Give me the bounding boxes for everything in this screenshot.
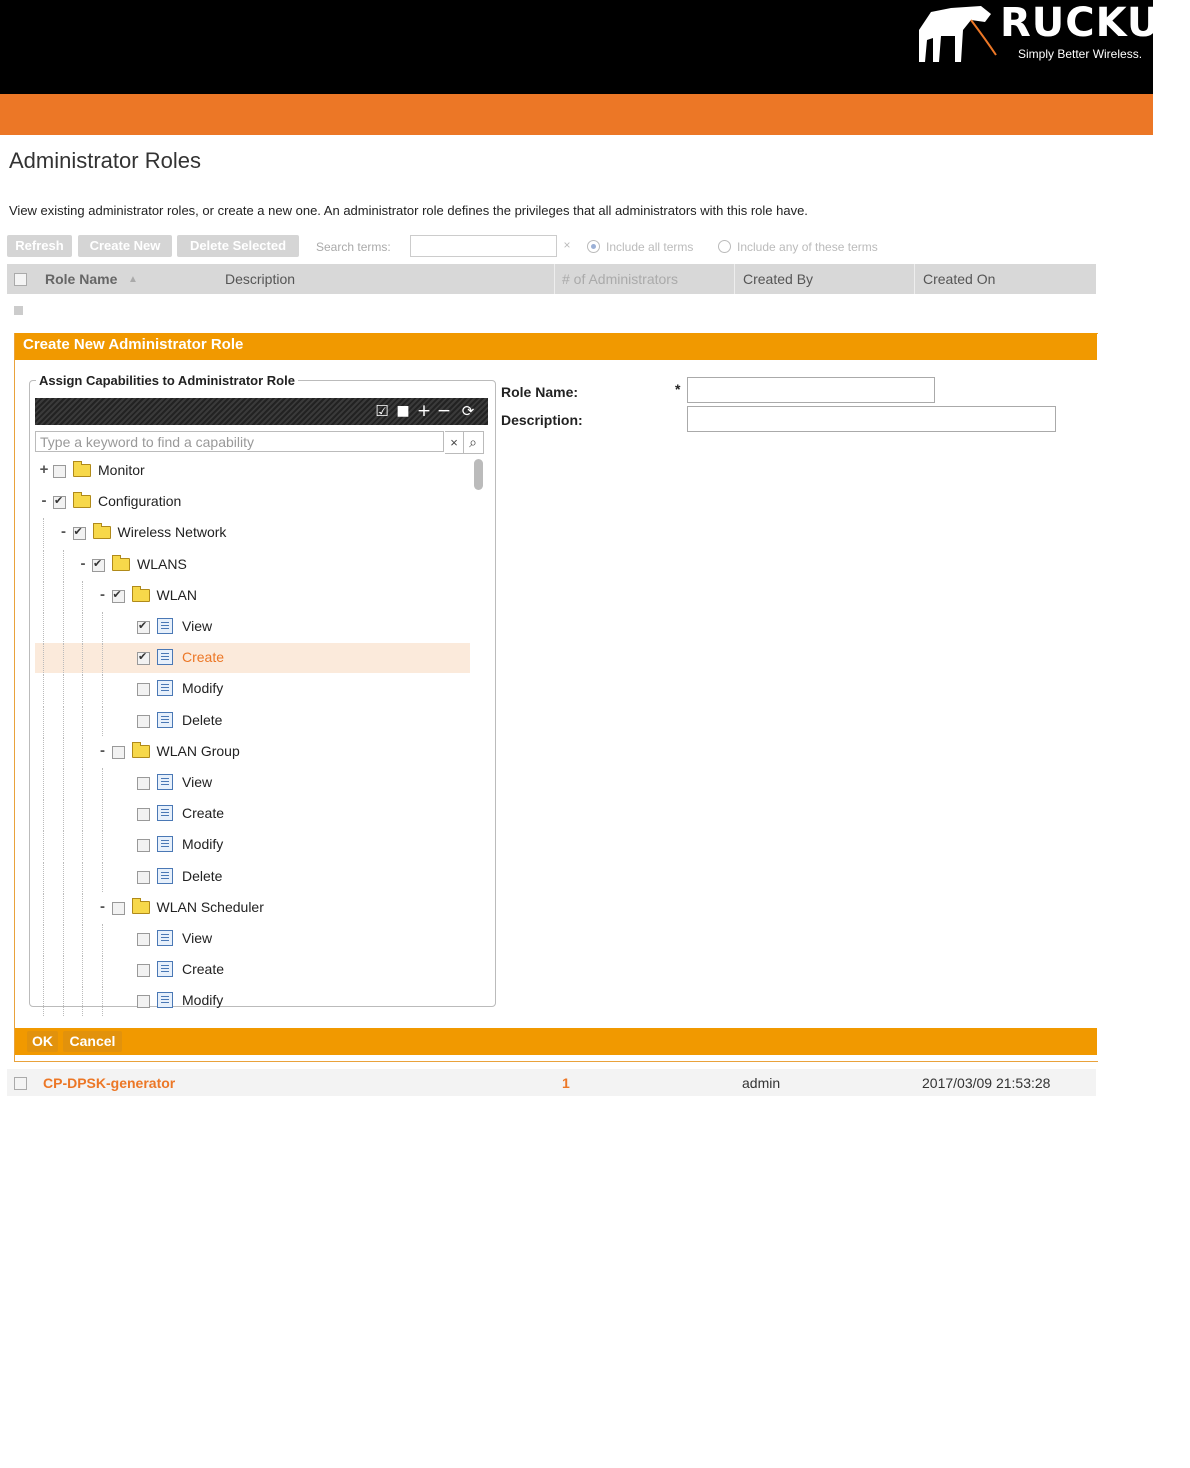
tree-guide-line (102, 706, 103, 736)
tree-node[interactable] (35, 924, 470, 954)
tree-guide-line (82, 581, 83, 611)
tree-node-label[interactable]: Create (182, 805, 225, 822)
role-name-input[interactable] (687, 377, 935, 403)
document-icon (157, 805, 173, 821)
created-on-cell: 2017/03/09 21:53:28 (922, 1075, 1051, 1091)
document-icon (157, 680, 173, 696)
column-description[interactable]: Description (225, 271, 296, 287)
column-divider (734, 264, 735, 294)
ruckus-logo (893, 0, 1190, 94)
create-role-panel-title: Create New Administrator Role (23, 336, 244, 353)
tree-node[interactable] (35, 581, 470, 611)
uncheck-all-icon[interactable]: ■ (396, 403, 410, 419)
tree-guide-line (63, 768, 64, 798)
tree-guide-line (63, 955, 64, 985)
delete-selected-button[interactable]: Delete Selected (177, 235, 299, 257)
collapse-icon[interactable]: - (61, 523, 66, 541)
tree-guide-line (43, 986, 44, 1016)
expand-all-icon[interactable]: + (416, 401, 432, 421)
brand-tagline: Simply Better Wireless. (1018, 47, 1143, 61)
dog-logo-icon (911, 0, 1001, 70)
select-all-checkbox[interactable] (14, 273, 27, 286)
capability-checkbox[interactable] (112, 902, 125, 915)
tree-guide-line (63, 862, 64, 892)
tree-node[interactable] (35, 487, 470, 517)
include-all-terms-radio[interactable] (587, 240, 600, 253)
folder-icon (93, 526, 111, 539)
document-icon (157, 774, 173, 790)
tree-node[interactable] (35, 862, 470, 892)
tree-node-label[interactable]: WLAN (156, 586, 197, 603)
tree-node[interactable] (35, 955, 470, 985)
tree-guide-line (82, 612, 83, 642)
capability-checkbox[interactable] (53, 496, 66, 509)
tree-guide-line (82, 862, 83, 892)
tree-guide-line (82, 643, 83, 673)
capability-checkbox[interactable] (137, 839, 150, 852)
tree-guide-line (43, 830, 44, 860)
document-icon (157, 868, 173, 884)
tree-node[interactable] (35, 456, 470, 486)
tree-guide-line (43, 893, 44, 923)
tree-guide-line (43, 643, 44, 673)
tree-node[interactable] (35, 986, 470, 1016)
document-icon (157, 836, 173, 852)
tree-guide-line (82, 799, 83, 829)
capability-checkbox[interactable] (73, 527, 86, 540)
collapse-all-icon[interactable]: − (436, 401, 452, 421)
folder-icon (132, 589, 150, 602)
tree-guide-line (82, 737, 83, 767)
tree-node-label[interactable]: Monitor (98, 462, 145, 478)
capability-checkbox[interactable] (137, 964, 150, 977)
column-role-name[interactable]: Role Name (45, 271, 118, 287)
check-all-icon[interactable]: ☑ (375, 402, 389, 420)
tree-guide-line (102, 674, 103, 704)
sort-ascending-icon[interactable]: ▲ (128, 274, 138, 285)
capability-checkbox[interactable] (137, 683, 150, 696)
document-icon (157, 992, 173, 1008)
include-all-terms-label: Include all terms (606, 240, 694, 254)
row-checkbox[interactable] (14, 1077, 27, 1090)
tree-node-label[interactable]: Delete (182, 711, 223, 728)
capability-checkbox[interactable] (137, 808, 150, 821)
tree-guide-line (43, 674, 44, 704)
tree-guide-line (102, 768, 103, 798)
tree-guide-line (43, 955, 44, 985)
capability-checkbox[interactable] (112, 590, 125, 603)
capability-checkbox[interactable] (112, 746, 125, 759)
tree-guide-line (82, 768, 83, 798)
capability-checkbox[interactable] (137, 777, 150, 790)
tree-guide-line (63, 581, 64, 611)
tree-guide-line (82, 674, 83, 704)
tree-node[interactable] (35, 830, 470, 860)
tree-node[interactable] (35, 799, 470, 829)
tree-guide-line (102, 830, 103, 860)
tree-guide-line (43, 612, 44, 642)
tree-node-label[interactable]: WLAN Group (156, 742, 240, 759)
expand-icon[interactable]: + (39, 461, 49, 478)
panel-footer (15, 1028, 1097, 1055)
column-divider (914, 264, 915, 294)
tree-node[interactable] (35, 674, 470, 704)
tree-guide-line (63, 986, 64, 1016)
column-admin-count[interactable]: # of Administrators (562, 271, 678, 287)
folder-icon (132, 901, 150, 914)
folder-icon (73, 495, 91, 508)
tree-guide-line (82, 830, 83, 860)
capability-tree (35, 456, 487, 1009)
include-any-terms-label: Include any of these terms (737, 240, 878, 254)
tree-node-label[interactable]: View (182, 930, 213, 946)
tree-guide-line (63, 612, 64, 642)
role-name-label: Role Name: (501, 384, 579, 400)
tree-node-label[interactable]: Configuration (98, 493, 182, 510)
tree-guide-line (82, 706, 83, 736)
description-input[interactable] (687, 406, 1056, 432)
tree-guide-line (82, 986, 83, 1016)
page-description: View existing administrator roles, or create a new one. An administrator role defines the privileges that all administrators with this role have. (9, 203, 808, 218)
tree-guide-line (63, 674, 64, 704)
tree-node-label[interactable]: Create (182, 961, 225, 978)
tree-node-label[interactable]: Delete (182, 867, 223, 884)
ok-button[interactable]: OK (27, 1031, 58, 1052)
tree-guide-line (63, 893, 64, 923)
tree-node-label[interactable]: Modify (182, 836, 224, 853)
tree-guide-line (43, 518, 44, 548)
tree-node[interactable] (35, 643, 470, 673)
page-title: Administrator Roles (9, 148, 201, 173)
create-new-button[interactable]: Create New (78, 235, 172, 257)
new-row-checkbox[interactable] (14, 306, 23, 315)
required-marker: * (675, 381, 681, 397)
tree-guide-line (102, 612, 103, 642)
tree-node-label[interactable]: View (182, 774, 213, 790)
tree-guide-line (102, 862, 103, 892)
collapse-icon[interactable]: - (100, 741, 105, 759)
admin-count-cell[interactable]: 1 (562, 1075, 570, 1091)
search-terms-input[interactable] (410, 235, 557, 257)
document-icon (157, 930, 173, 946)
tree-guide-line (43, 550, 44, 580)
tree-node[interactable] (35, 893, 470, 923)
include-any-terms-radio[interactable] (718, 240, 731, 253)
capability-checkbox[interactable] (137, 621, 150, 634)
orange-nav-bar (0, 94, 1153, 135)
capabilities-legend: Assign Capabilities to Administrator Role (36, 373, 298, 388)
tree-guide-line (102, 643, 103, 673)
capability-checkbox[interactable] (137, 871, 150, 884)
tree-guide-line (102, 955, 103, 985)
collapse-icon[interactable]: - (41, 492, 47, 510)
tree-node[interactable] (35, 737, 470, 767)
capability-checkbox[interactable] (92, 559, 105, 572)
search-terms-label: Search terms: (316, 240, 391, 254)
tree-node[interactable] (35, 550, 470, 580)
tree-guide-line (63, 830, 64, 860)
tree-node-label[interactable]: Modify (182, 680, 224, 697)
tree-guide-line (82, 924, 83, 954)
filter-clear-icon[interactable]: × (445, 431, 464, 454)
tree-guide-line (43, 799, 44, 829)
tree-guide-line (82, 893, 83, 923)
collapse-icon[interactable]: - (100, 897, 105, 915)
tree-guide-line (63, 799, 64, 829)
tree-node-label[interactable]: WLANS (137, 555, 187, 572)
document-icon (157, 649, 173, 665)
tree-guide-line (43, 924, 44, 954)
tree-scrollbar[interactable] (474, 459, 483, 490)
tree-node[interactable] (35, 518, 470, 548)
tree-guide-line (102, 986, 103, 1016)
tree-node[interactable] (35, 706, 470, 736)
capability-checkbox[interactable] (137, 715, 150, 728)
tree-node[interactable] (35, 768, 470, 798)
capability-filter-input[interactable]: Type a keyword to find a capability (35, 431, 444, 452)
capability-checkbox[interactable] (137, 933, 150, 946)
folder-icon (112, 558, 130, 571)
refresh-icon[interactable]: ⟳ (461, 402, 475, 420)
collapse-icon[interactable]: - (100, 585, 105, 603)
search-clear-icon[interactable]: × (563, 238, 571, 252)
capability-checkbox[interactable] (137, 995, 150, 1008)
tree-node-label[interactable]: WLAN Scheduler (156, 898, 264, 915)
tree-node-label[interactable]: Modify (182, 992, 224, 1009)
description-label: Description: (501, 412, 583, 428)
document-icon (157, 712, 173, 728)
capability-checkbox[interactable] (137, 652, 150, 665)
tree-guide-line (102, 799, 103, 829)
tree-node-label[interactable]: Wireless Network (117, 524, 227, 541)
tree-guide-line (63, 737, 64, 767)
tree-node[interactable] (35, 612, 470, 642)
folder-icon (132, 745, 150, 758)
tree-guide-line (82, 955, 83, 985)
created-by-cell: admin (742, 1075, 781, 1091)
tree-guide-line (63, 924, 64, 954)
tree-guide-line (43, 768, 44, 798)
tree-guide-line (43, 706, 44, 736)
tree-guide-line (102, 924, 103, 954)
document-icon (157, 618, 173, 634)
tree-guide-line (63, 643, 64, 673)
refresh-button[interactable]: Refresh (7, 235, 72, 257)
column-created-by[interactable]: Created By (743, 271, 814, 287)
tree-guide-line (43, 737, 44, 767)
cancel-button[interactable]: Cancel (63, 1031, 122, 1052)
brand-wordmark: RUCKUS (1000, 0, 1190, 46)
folder-icon (73, 464, 91, 477)
search-icon[interactable]: ⌕ (463, 431, 484, 454)
tree-guide-line (63, 706, 64, 736)
tree-node-label[interactable]: View (182, 618, 213, 634)
collapse-icon[interactable]: - (80, 554, 86, 572)
capability-checkbox[interactable] (53, 465, 66, 478)
tree-guide-line (63, 550, 64, 580)
tree-guide-line (43, 862, 44, 892)
column-created-on[interactable]: Created On (923, 271, 996, 287)
new-role-row (7, 294, 1096, 328)
tree-guide-line (43, 581, 44, 611)
column-divider (554, 264, 555, 294)
document-icon (157, 961, 173, 977)
tree-node-label[interactable]: Create (182, 649, 225, 666)
role-name-cell[interactable]: CP-DPSK-generator (43, 1075, 176, 1091)
